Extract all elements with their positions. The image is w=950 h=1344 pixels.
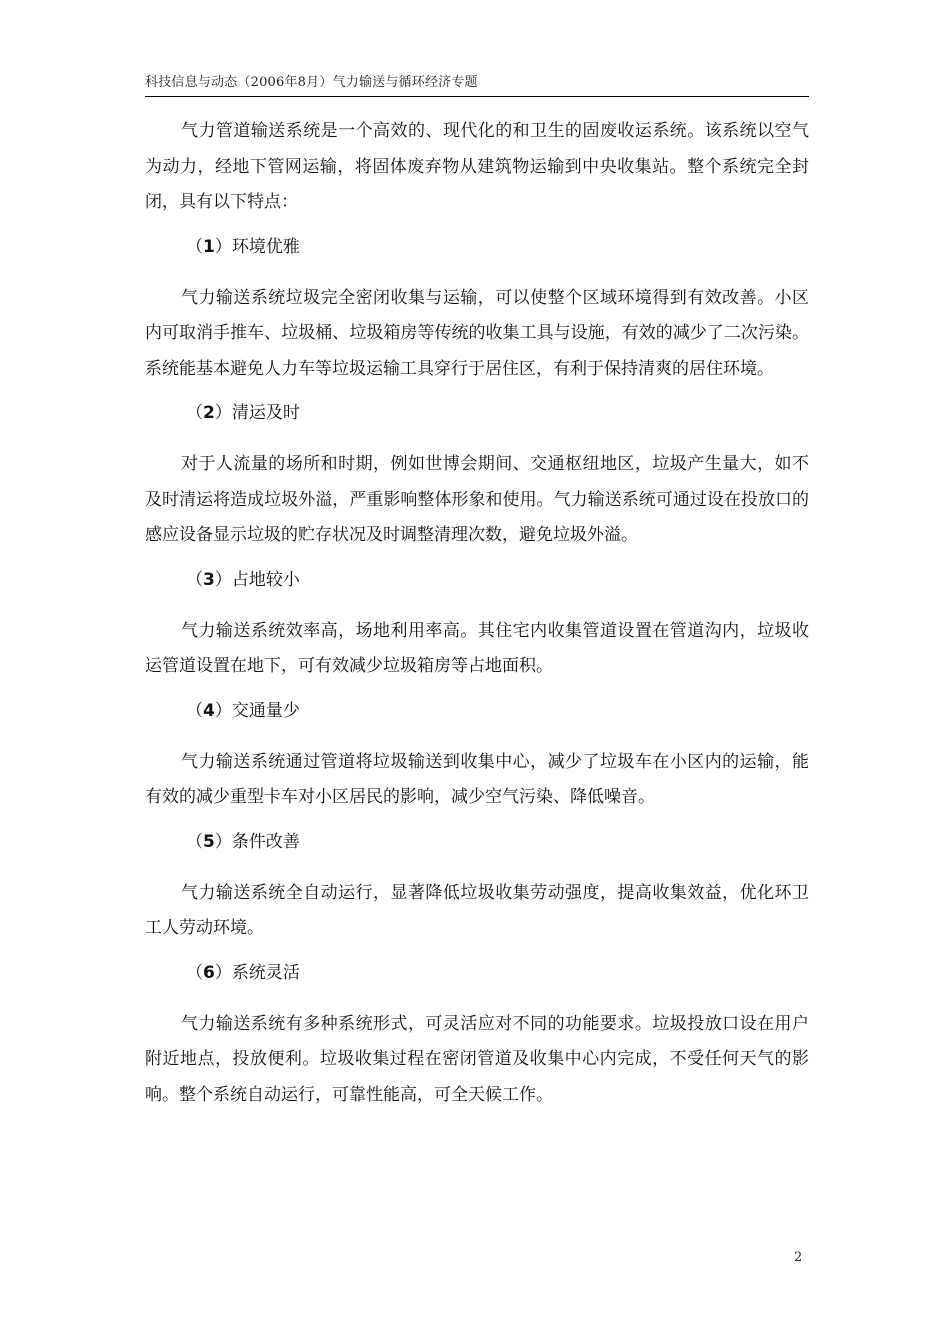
document-body bbox=[145, 114, 809, 1125]
running-header: 科技信息与动态（2006年8月）气力输送与循环经济专题 bbox=[145, 71, 809, 97]
intro-paragraph: 气力管道输送系统是一个高效的、现代化的和卫生的固废收运系统。该系统以空气为动力，经地下管网运输，将固体废弃物从建筑物运输到中央收集站。整个系统完全封闭，具有以下特点： bbox=[145, 121, 809, 212]
paren-open: （ bbox=[186, 569, 203, 590]
section-heading-3 bbox=[145, 566, 809, 594]
section-heading-2 bbox=[145, 399, 809, 427]
paren-close: ） bbox=[214, 236, 232, 257]
section-number: 2 bbox=[203, 403, 215, 423]
section-title: 系统灵活 bbox=[231, 962, 300, 983]
section-heading-5 bbox=[145, 828, 809, 856]
paren-open: （ bbox=[186, 831, 203, 852]
section-body-1: 气力输送系统垃圾完全密闭收集与运输，可以使整个区域环境得到有效改善。小区内可取消手推车、垃圾桶、垃圾箱房等传统的收集工具与设施，有效的减少了二次污染。系统能基本避免人力车等垃圾运输工具穿行于居住区，有利于保持清爽的居住环境。 bbox=[145, 287, 809, 379]
section-number: 3 bbox=[203, 569, 215, 590]
paren-open: （ bbox=[186, 962, 203, 983]
paren-close: ） bbox=[214, 569, 232, 590]
section-body-6: 气力输送系统有多种系统形式，可灵活应对不同的功能要求。垃圾投放口设在用户附近地点，投放便利。垃圾收集过程在密闭管道及收集中心内完成，不受任何天气的影响。整个系统自动运行，可靠性能高，可全天候工作。 bbox=[145, 1013, 809, 1105]
section-title: 环境优雅 bbox=[231, 236, 300, 257]
section-body-2: 对于人流量的场所和时期，例如世博会期间、交通枢纽地区，垃圾产生量大，如不及时清运将造成垃圾外溢，严重影响整体形象和使用。气力输送系统可通过设在投放口的感应设备显示垃圾的贮存状况及时调整清理次数，避免垃圾外溢。 bbox=[145, 454, 809, 545]
section-heading-4 bbox=[145, 697, 809, 725]
paren-open: （ bbox=[186, 236, 203, 257]
page-number: 2 bbox=[794, 1250, 803, 1265]
section-body-3: 气力输送系统效率高，场地利用率高。其住宅内收集管道设置在管道沟内，垃圾收运管道设置在地下，可有效减少垃圾箱房等占地面积。 bbox=[145, 620, 809, 676]
section-title: 清运及时 bbox=[231, 403, 300, 423]
section-title: 交通量少 bbox=[231, 700, 300, 721]
paren-close: ） bbox=[214, 403, 232, 423]
section-heading-1 bbox=[145, 233, 809, 261]
section-number: 4 bbox=[203, 700, 215, 721]
section-body-4: 气力输送系统通过管道将垃圾输送到收集中心，减少了垃圾车在小区内的运输，能有效的减少重型卡车对小区居民的影响，减少空气污染、降低噪音。 bbox=[145, 751, 809, 807]
section-number: 6 bbox=[203, 962, 215, 983]
section-title: 占地较小 bbox=[231, 569, 300, 590]
paren-close: ） bbox=[214, 962, 232, 983]
section-number: 5 bbox=[203, 831, 215, 852]
paren-close: ） bbox=[214, 831, 232, 852]
paren-open: （ bbox=[186, 700, 203, 721]
paren-close: ） bbox=[214, 700, 232, 721]
section-heading-6 bbox=[145, 959, 809, 987]
paren-open: （ bbox=[186, 403, 203, 423]
section-title: 条件改善 bbox=[231, 831, 300, 852]
section-body-5: 气力输送系统全自动运行，显著降低垃圾收集劳动强度，提高收集效益，优化环卫工人劳动环境。 bbox=[145, 882, 809, 938]
section-number: 1 bbox=[203, 236, 215, 257]
